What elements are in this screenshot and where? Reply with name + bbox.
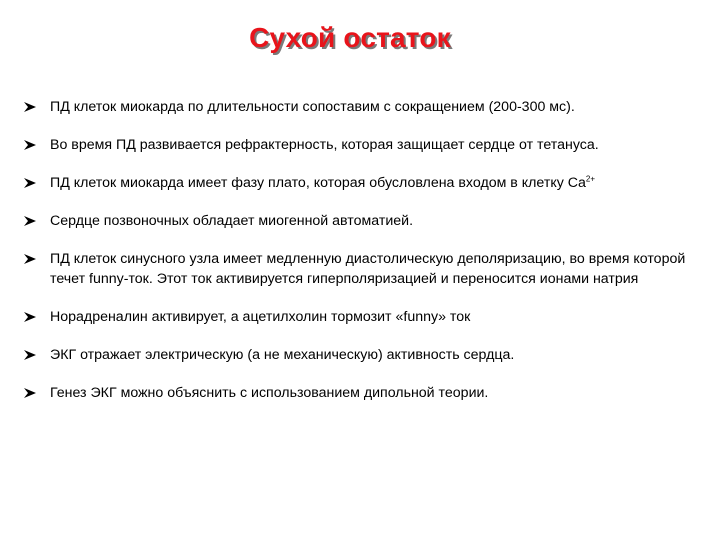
bullet-item: [22, 135, 702, 155]
arrow-bullet-icon: [24, 350, 36, 360]
arrow-bullet-icon: [24, 140, 36, 150]
arrow-bullet-icon: [24, 388, 36, 398]
bullet-item: [22, 345, 702, 365]
slide-title: Сухой остаток: [249, 22, 451, 53]
bullet-text: ПД клеток миокарда имеет фазу плато, которая обусловлена входом в клетку Ca: [50, 175, 586, 191]
bullet-text: Генез ЭКГ можно объяснить с использованием дипольной теории.: [50, 385, 489, 401]
bullet-item: [22, 173, 702, 193]
bullet-text: ЭКГ отражает электрическую (а не механическую) активность сердца.: [50, 347, 515, 363]
bullet-text: Во время ПД развивается рефрактерность, которая защищает сердце от тетануса.: [50, 137, 599, 153]
bullet-text: Норадреналин активирует, а ацетилхолин тормозит «funny» ток: [50, 309, 471, 325]
bullet-text: ПД клеток миокарда по длительности сопоставим с сокращением (200-300 мс).: [50, 99, 575, 115]
arrow-bullet-icon: [24, 254, 36, 264]
bullet-item: [22, 97, 702, 117]
arrow-bullet-icon: [24, 216, 36, 226]
bullet-text: ПД клеток синусного узла имеет медленную диастолическую деполяризацию, во время которой течет funny-ток. Этот ток активируется гиперполяризацией и переносится ионами натрия: [50, 251, 686, 287]
bullet-text: Сердце позвоночных обладает миогенной автоматией.: [50, 213, 414, 229]
superscript-charge: 2+: [585, 174, 596, 184]
bullet-list: [22, 97, 702, 421]
bullet-item: [22, 211, 702, 231]
bullet-item: [22, 249, 702, 289]
arrow-bullet-icon: [24, 312, 36, 322]
bullet-item: [22, 307, 702, 327]
arrow-bullet-icon: [24, 102, 36, 112]
bullet-item: [22, 383, 702, 403]
arrow-bullet-icon: [24, 178, 36, 188]
